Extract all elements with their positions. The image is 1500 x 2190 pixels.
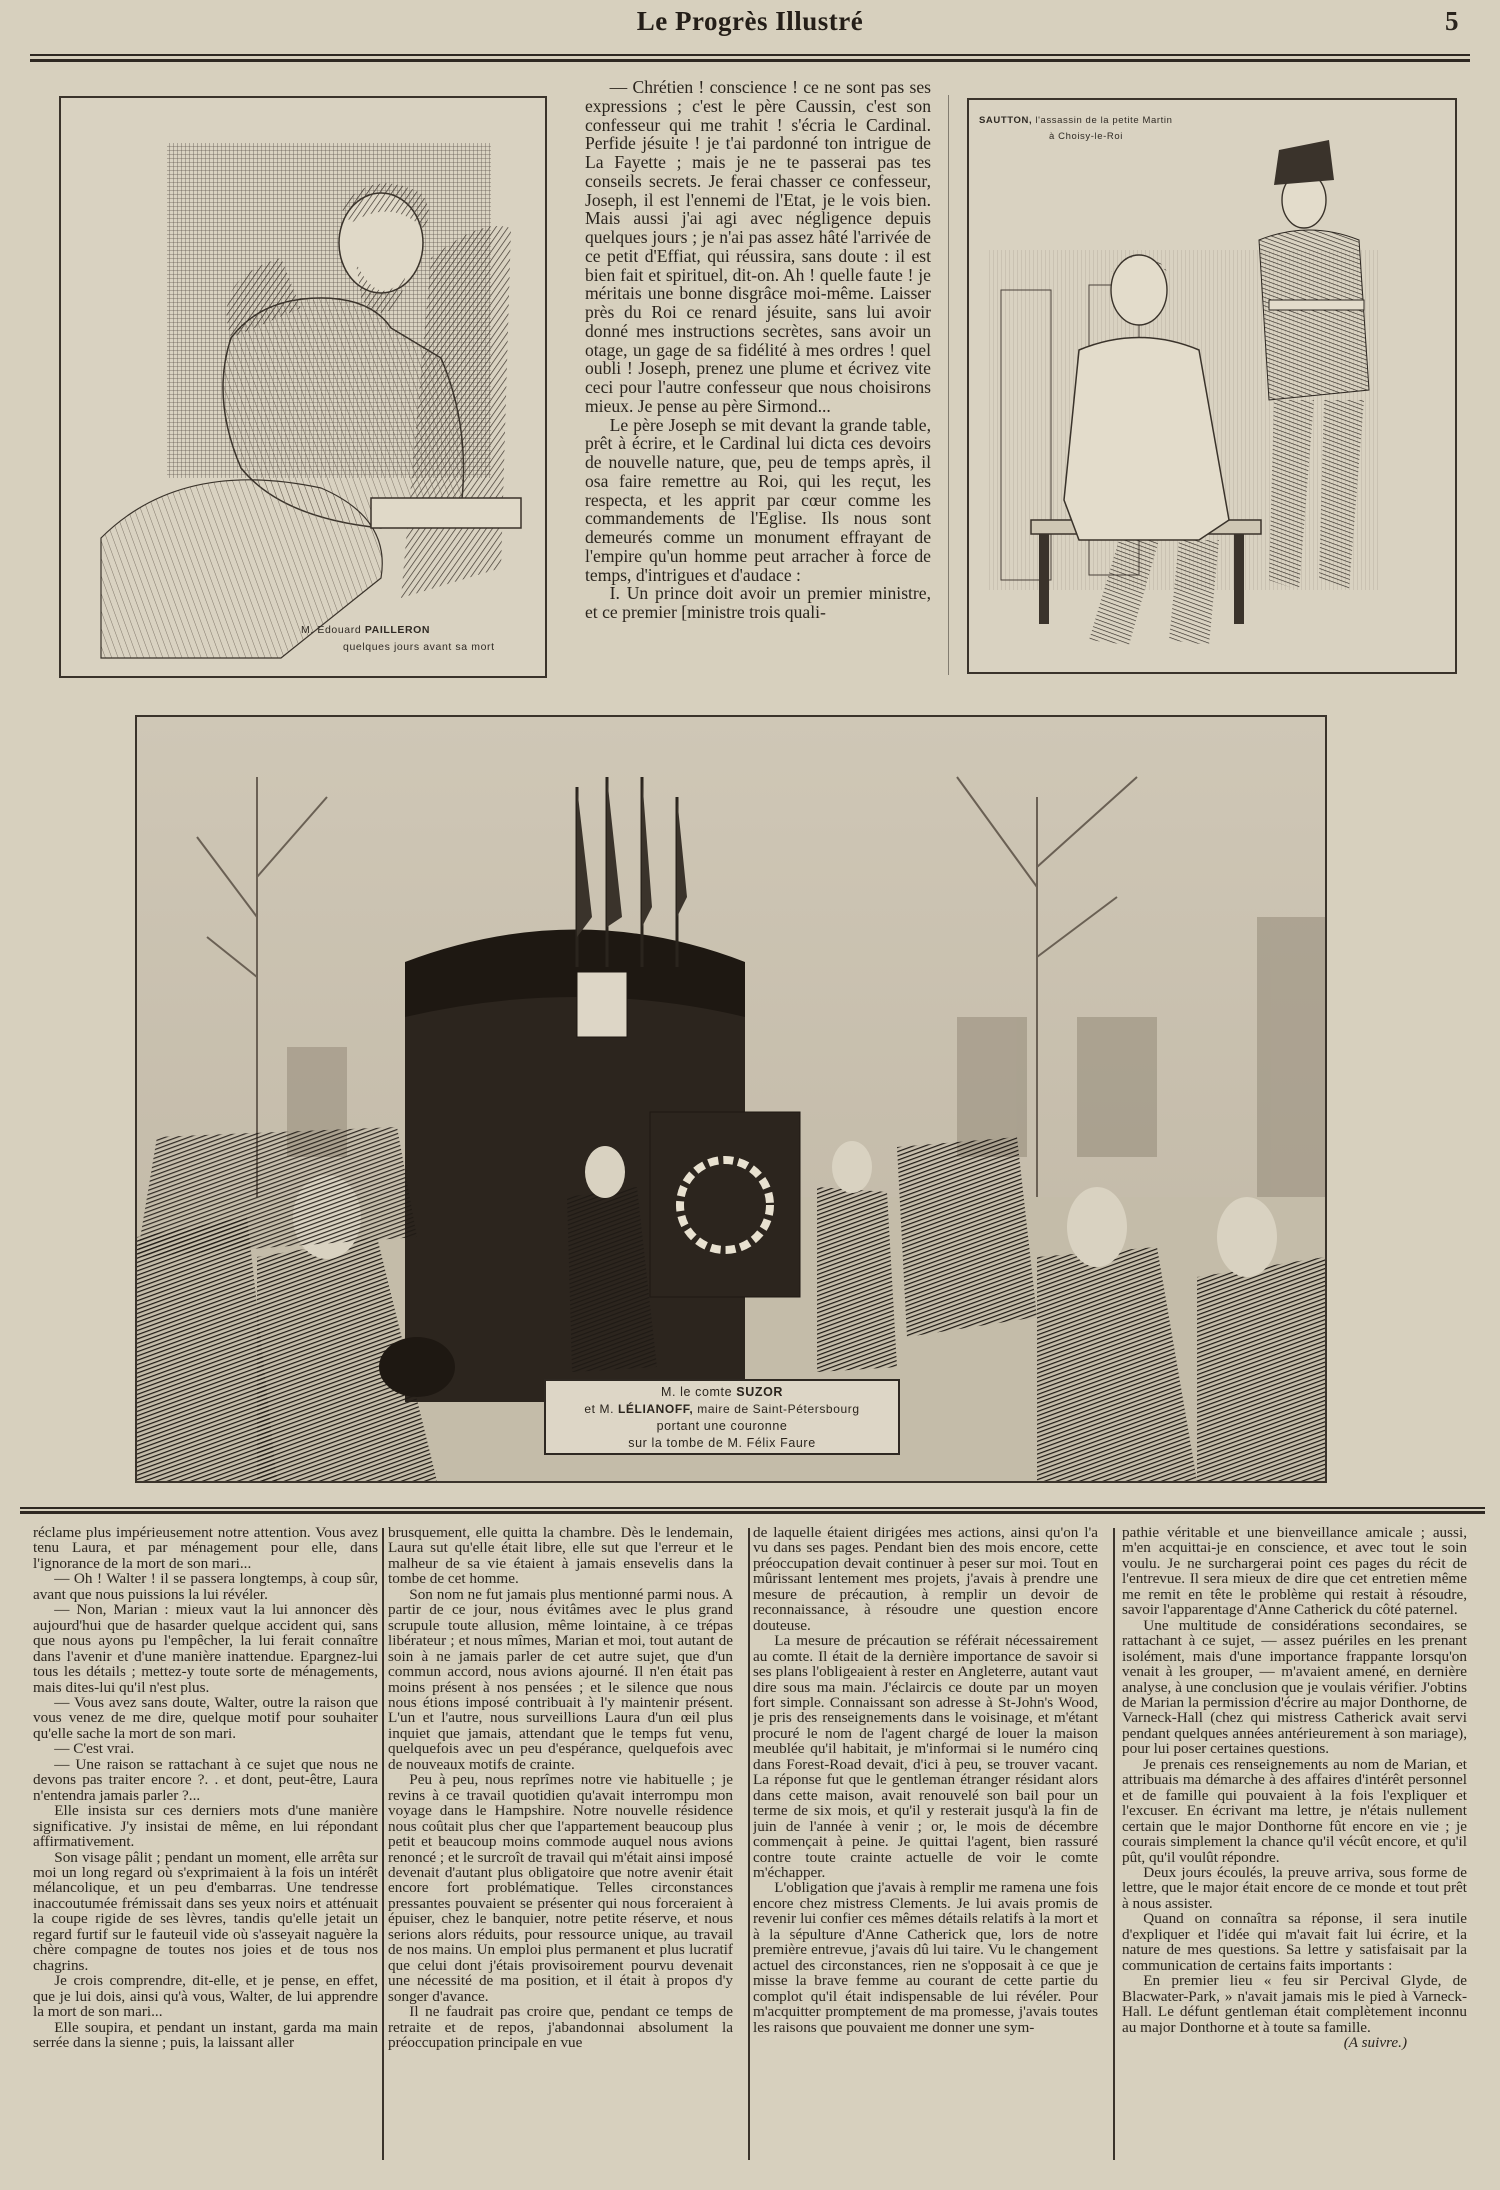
paragraph: Une multitude de considérations secondaires, se rattachant à ce sujet, — assez puériles en les prenant isolément, mais d'une importance frappante lorsqu'on venait à les grouper, — m'avaient amené, en dernière analyse, à une conclusion que je voulais vérifier. J'obtins de Marian la permission d'écrire au major Donthorne, de Varneck-Hall (chez qui mistress Catherick avait servi pendant quelques années antérieurement à son mariage), pour lui poser certaines questions. [1122,1616,1467,1758]
caption-rest: maire de Saint-Pétersbourg [697,1402,860,1416]
paragraph: — Non, Marian : mieux vaut la lui annoncer dès aujourd'hui que de hasarder quelque accident qui, sans que nous ayons pu l'empêcher, la lui ferait connaître dans l'avenir et d'une manière inattendue. Epargnez-lui tous les détails ; mettez-y toute sorte de ménagements, mais dites-lui qu'il n'est plus. [33,1601,378,1696]
paragraph: Il ne faudrait pas croire que, pendant ce temps de retraite et de repos, j'abandonnai absolument la préoccupation principale en vue [388,2003,733,2051]
sautton-caption-line1 [979,114,1172,127]
paragraph: — Oh ! Walter ! il se passera longtemps, à coup sûr, avant que nous puissions la lui révéler. [33,1570,378,1603]
caption-rest: l'assassin de la petite Martin [1035,115,1173,126]
sautton-portrait-drawing [969,100,1455,672]
illustration-pailleron [59,96,547,678]
paragraph: I. Un prince doit avoir un premier ministre, et ce premier [ministre trois quali- [585,583,931,622]
paragraph: En premier lieu « feu sir Percival Glyde, de Blacwater-Park, » n'avait jamais mis le pied à Varneck-Hall. Le défunt gentleman était complètement inconnu au major Donthorne et à toute sa famille. [1122,1972,1467,2036]
paragraph: réclame plus impérieusement notre attention. Vous avez tenu Laura, et par ménagement pour elle, dans l'ignorance de la mort de son mari... [33,1525,378,1572]
page-number: 5 [1445,6,1459,36]
header-rule [30,59,1470,62]
header-rule [30,54,1470,56]
column-rule [948,95,949,675]
pailleron-caption-line1 [301,624,430,637]
paragraph: La mesure de précaution se référait nécessairement au comte. Il était de la dernière importance de savoir si ses plans l'obligeaient à rester en Angleterre, autant vaut dire sous ma main. J'éclaircis ce doute par un moyen fort simple. Connaissant son adresse à St-John's Wood, je pris des renseignements dans le voisinage, et m'étant procuré le nom de l'agent chargé de louer la maison meublée qu'il habitait, je m'informai si le numéro cinq dans Forest-Road devait, d'ici à peu, se trouver vacant. La réponse fut que le gentleman étranger résidant alors dans cette maison, avait renouvelé son bail pour un terme de six mois, et qu'il y resterait jusqu'à la fin de juin de l'année à venir ; or, le mois de décembre commençait à peine. Je quittai l'agent, bien rassuré contre toute crainte actuelle de voir le comte m'échapper. [753,1632,1098,1881]
paragraph: Le père Joseph se mit devant la grande table, prêt à écrire, et le Cardinal lui dicta ces devoirs de nouvelle nature, que, peu de temps après, il osa faire remettre au Roi, qui les reçut, les respecta, et les apprit par cœur comme les commandements de l'Eglise. Ils nous sont demeurés comme un monument effrayant de l'empire qu'un homme peut arracher à force de temps, d'intrigues et d'audace : [585,414,931,585]
caption-name: SAUTTON, [979,115,1033,126]
sautton-caption-line2: à Choisy-le-Roi [1049,131,1123,142]
masthead-title: Le Progrès Illustré [636,6,864,36]
funeral-caption-line4: sur la tombe de M. Félix Faure [628,1436,816,1450]
funeral-scene-drawing [137,717,1325,1481]
pailleron-caption-line2: quelques jours avant sa mort [343,641,495,653]
funeral-caption-line3: portant une couronne [656,1419,788,1433]
paragraph: Quand on connaîtra sa réponse, il sera inutile d'expliquer et l'idée qui m'avait fait lui écrire, et la nature de mes questions. Sa lettre y satisfaisait par la communication de certains faits importants : [1122,1910,1467,1974]
paragraph: Je crois comprendre, dit-elle, et je pense, en effet, que je lui dois, ainsi qu'à vous, Walter, de lui apprendre la mort de son mari... [33,1972,378,2021]
paragraph: de laquelle étaient dirigées mes actions, ainsi qu'on l'a vu dans ses pages. Pendant bien des mois encore, cette préoccupation devait continuer à peser sur moi. Tout en mûrissant lentement mes projets, j'avais à prendre une mesure de précaution, à remplir un devoir de reconnaissance, à résoudre une question encore douteuse. [753,1525,1098,1634]
paragraph: Elle soupira, et pendant un instant, garda ma main serrée dans la sienne ; puis, la laissant aller [33,2018,378,2051]
funeral-caption-line1 [546,1384,898,1401]
paragraph: pathie véritable et une bienveillance amicale ; aussi, m'en acquittai-je en conscience, et avec tout le soin voulu. Je ne surchargerai point ces pages du récit de l'entrevue. Il sera mieux de dire que cet entretien même me remit en tête le problème qui restait à résoudre, savoir l'apparentage d'Anne Catherick du côté paternel. [1122,1525,1467,1619]
caption-prefix: M. Edouard [301,624,362,636]
caption-prefix: et M. [584,1402,615,1416]
paragraph: — C'est vrai. [54,1740,135,1758]
section-rule [20,1511,1485,1514]
column-separator [382,1528,384,2160]
serial-column-4 [1122,1525,1467,2170]
illustration-funeral [135,715,1327,1483]
column-separator [748,1528,750,2160]
funeral-caption-line2 [546,1401,898,1418]
caption-name: LÉLIANOFF, [618,1402,694,1416]
caption-prefix: M. le comte [660,1385,733,1399]
caption-name: SUZOR [736,1385,784,1399]
serial-column-3 [753,1525,1098,2170]
section-rule [20,1507,1485,1509]
paragraph: Elle insista sur ces derniers mots d'une manière significative. J'y insistai de même, en lui répondant affirmativement. [33,1802,378,1851]
paragraph: — Vous avez sans doute, Walter, outre la raison que vous venez de me dire, quelque motif pour souhaiter qu'elle sache la mort de son mari. [33,1693,378,1742]
illustration-sautton [967,98,1457,674]
paragraph: Je prenais ces renseignements au nom de Marian, et attribuais ma démarche à des affaires d'intérêt personnel et de famille qui pouvaient à la fois l'expliquer et l'excuser. En écrivant ma lettre, je n'étais nullement certain que le major Donthorne fût encore en vie ; je courais simplement la chance qu'il vécût encore, et qu'il pût, qu'il voulût répondre. [1122,1755,1467,1866]
pailleron-portrait-drawing [61,98,545,676]
caption-name: PAILLERON [364,624,431,636]
paragraph: L'obligation que j'avais à remplir me ramena une fois encore chez mistress Clements. Je lui avais promis de revenir lui confier ces mêmes détails relatifs à la mort et à la sépulture d'Anne Catherick que, lors de notre première entrevue, j'avais dû lui taire. Vu le changement actuel des circonstances, rien ne s'opposait à ce que je misse la brave femme au courant de cette partie du complot qu'il était indispensable de lui révéler. Pour m'acquitter promptement de ma promesse, j'avais toutes les raisons que pouvaient me donner une sym- [753,1879,1098,2036]
paragraph: — Chrétien ! conscience ! ce ne sont pas ses expressions ; c'est le père Caussin, c'est son confesseur qui me trahit ! s'écria le Cardinal. Perfide jésuite ! je t'ai pardonné ton intrigue de La Fayette ; mais je ne te passerai pas tes conseils secrets. Je ferai chasser ce confesseur, Joseph, il est l'ennemi de l'Etat, je le vois bien. Mais aussi j'ai agi avec négligence depuis quelques jours ; je n'ai pas assez hâté l'arrivée de ce petit d'Effiat, qui réussira, sans doute : il est bien fait et spirituel, dit-on. Ah ! quelle faute ! je méritais une bonne disgrâce moi-même. Laisser près du Roi ce renard jésuite, sans lui avoir donné mes instructions secrètes, sans avoir un otage, un gage de sa fidélité à mes ordres ! quel oubli ! Joseph, prenez une plume et écrivez vite ceci pour l'autre confesseur que nous choisirons mieux. Je pense au père Sirmond... [585,78,931,416]
paragraph: Son nom ne fut jamais plus mentionné parmi nous. A partir de ce jour, nous évitâmes avec le plus grand scrupule toute allusion, même lointaine, à ce trépas libérateur ; et nous mîmes, Marian et moi, tout autant de soin à ne jamais parler de cet autre sujet, que d'un commun accord, nous avions ajourné. Il n'en était pas moins présent à nos pensées ; et le silence que nous nous étions imposé contribuait à l'y maintenir présent. L'un et l'autre, nous surveillions Laura d'un œil plus inquiet que jamais, attendant que le temps fut venu, quelquefois avec un peu d'espérance, quelquefois avec de nouveaux motifs de crainte. [388,1585,733,1773]
paragraph: Son visage pâlit ; pendant un moment, elle arrêta sur moi un long regard où s'exprimaient à la fois un intérêt mélancolique, et un peu d'embarras. Une tendresse inaccoutumée frémissait dans ses yeux noirs et atténuait la coupe rigide de ses lèvres, tandis qu'elle jetait un regard furtif sur le fauteuil vide où s'asseyait naguère la chère compagne de toutes nos joies et de tous nos chagrins. [33,1848,378,1974]
paragraph: brusquement, elle quitta la chambre. Dès le lendemain, Laura sut qu'elle était libre, elle sut que l'erreur et le malheur de sa vie étaient à jamais ensevelis dans la tombe de cet homme. [388,1525,733,1588]
serial-column-2 [388,1525,733,2170]
to-be-continued: (A suivre.) [1343,2033,1407,2051]
serial-column-1 [33,1525,378,2170]
paragraph: — Une raison se rattachant à ce sujet que nous ne devons pas traiter encore ?. . et dont, peut-être, Laura n'entendra jamais parler ?... [33,1755,378,1804]
column-separator [1113,1528,1115,2160]
article-text-top [585,78,931,688]
funeral-caption [544,1379,900,1455]
paragraph: Peu à peu, nous reprîmes notre vie habituelle ; je revins à ce travail quotidien qu'avait interrompu mon voyage dans le Hampshire. Notre nouvelle résidence nous coûtait plus cher que l'appartement beaucoup plus petit et beaucoup moins commode auquel nous avions renoncé ; et le surcroît de travail qui m'était ainsi imposé devenait d'autant plus obligatoire que notre avenir était encore fort problématique. Telles circonstances pressantes pouvaient se présenter qui nous forceraient à épuiser, chez le banquier, notre petite réserve, et nous serions alors réduits, pour ressource unique, au travail de nos mains. Un emploi plus permanent et plus lucratif que celui dont j'étais provisoirement pourvu devenait une nécessité de ma position, et il était à propos d'y songer d'avance. [388,1771,733,2005]
paragraph: Deux jours écoulés, la preuve arriva, sous forme de lettre, que le major était encore de ce monde et tout prêt à nous assister. [1122,1863,1467,1912]
